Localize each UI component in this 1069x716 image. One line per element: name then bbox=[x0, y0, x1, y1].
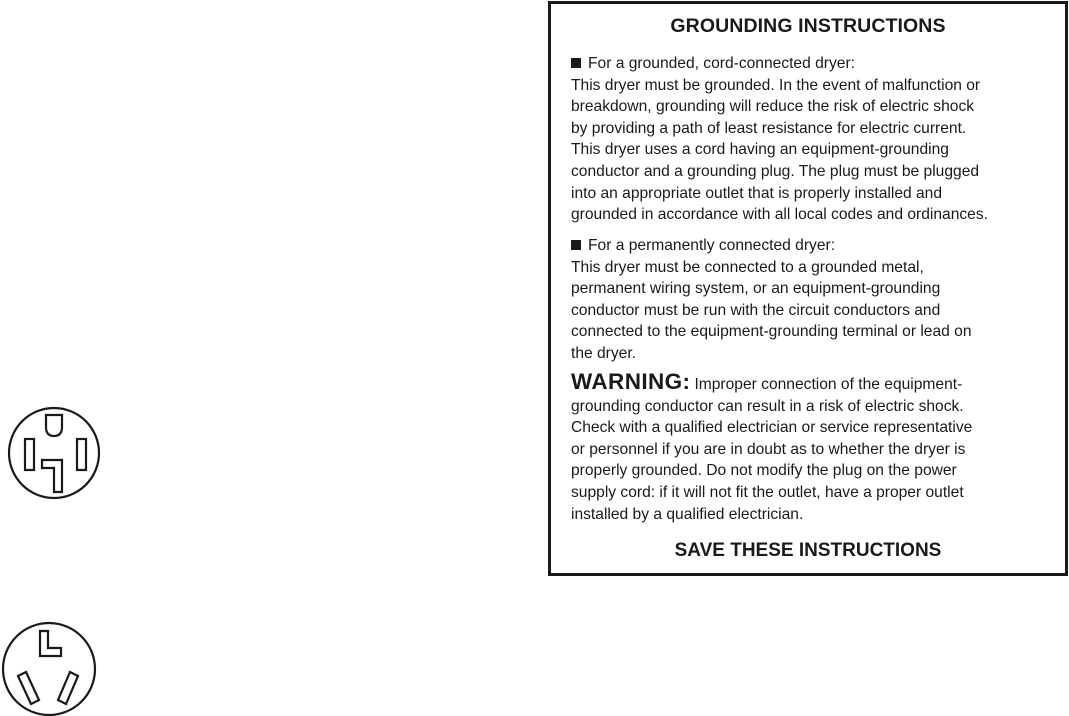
warning-line: grounding conductor can result in a risk of electric shock. bbox=[571, 397, 964, 415]
section-heading-text: For a grounded, cord-connected dryer: bbox=[588, 55, 855, 72]
warning-section bbox=[571, 371, 1057, 525]
warning-first-text: Improper connection of the equipment- bbox=[694, 376, 963, 393]
body-line: breakdown, grounding will reduce the risk of electric shock bbox=[571, 98, 975, 116]
body-line: the dryer. bbox=[571, 344, 637, 362]
square-bullet-icon bbox=[571, 240, 581, 250]
body-line: This dryer must be connected to a grounded metal, bbox=[571, 258, 924, 276]
warning-line: properly grounded. Do not modify the plug on the power bbox=[571, 462, 957, 480]
grounding-instructions-box bbox=[548, 1, 1068, 576]
body-line: by providing a path of least resistance for electric current. bbox=[571, 119, 967, 137]
save-instructions-footer: SAVE THESE INSTRUCTIONS bbox=[674, 540, 942, 561]
body-line: conductor must be run with the circuit conductors and bbox=[571, 301, 941, 319]
body-line: grounded in accordance with all local codes and ordinances. bbox=[571, 206, 988, 224]
four-prong-outlet-icon bbox=[6, 405, 102, 501]
warning-line: Check with a qualified electrician or service representative bbox=[571, 419, 973, 437]
square-bullet-icon bbox=[571, 58, 581, 68]
warning-line: supply cord: if it will not fit the outlet, have a proper outlet bbox=[571, 483, 964, 501]
body-line: conductor and a grounding plug. The plug must be plugged bbox=[571, 162, 980, 180]
warning-line: installed by a qualified electrician. bbox=[571, 505, 804, 523]
warning-label: WARNING: bbox=[571, 369, 691, 394]
warning-line: or personnel if you are in doubt as to whether the dryer is bbox=[571, 440, 966, 458]
section-heading-text: For a permanently connected dryer: bbox=[588, 237, 836, 254]
three-prong-outlet-icon bbox=[0, 620, 98, 716]
warning-first-line bbox=[571, 371, 1057, 396]
section-heading bbox=[571, 53, 1057, 75]
section-permanently-connected bbox=[571, 235, 1057, 365]
body-line: permanent wiring system, or an equipment-grounding bbox=[571, 280, 941, 298]
body-line: connected to the equipment-grounding terminal or lead on bbox=[571, 323, 972, 341]
section-cord-connected bbox=[571, 53, 1057, 226]
box-title: GROUNDING INSTRUCTIONS bbox=[670, 15, 946, 37]
body-line: into an appropriate outlet that is properly installed and bbox=[571, 184, 943, 202]
section-heading bbox=[571, 235, 1057, 257]
body-line: This dryer uses a cord having an equipment-grounding bbox=[571, 141, 949, 159]
body-line: This dryer must be grounded. In the event of malfunction or bbox=[571, 76, 981, 94]
